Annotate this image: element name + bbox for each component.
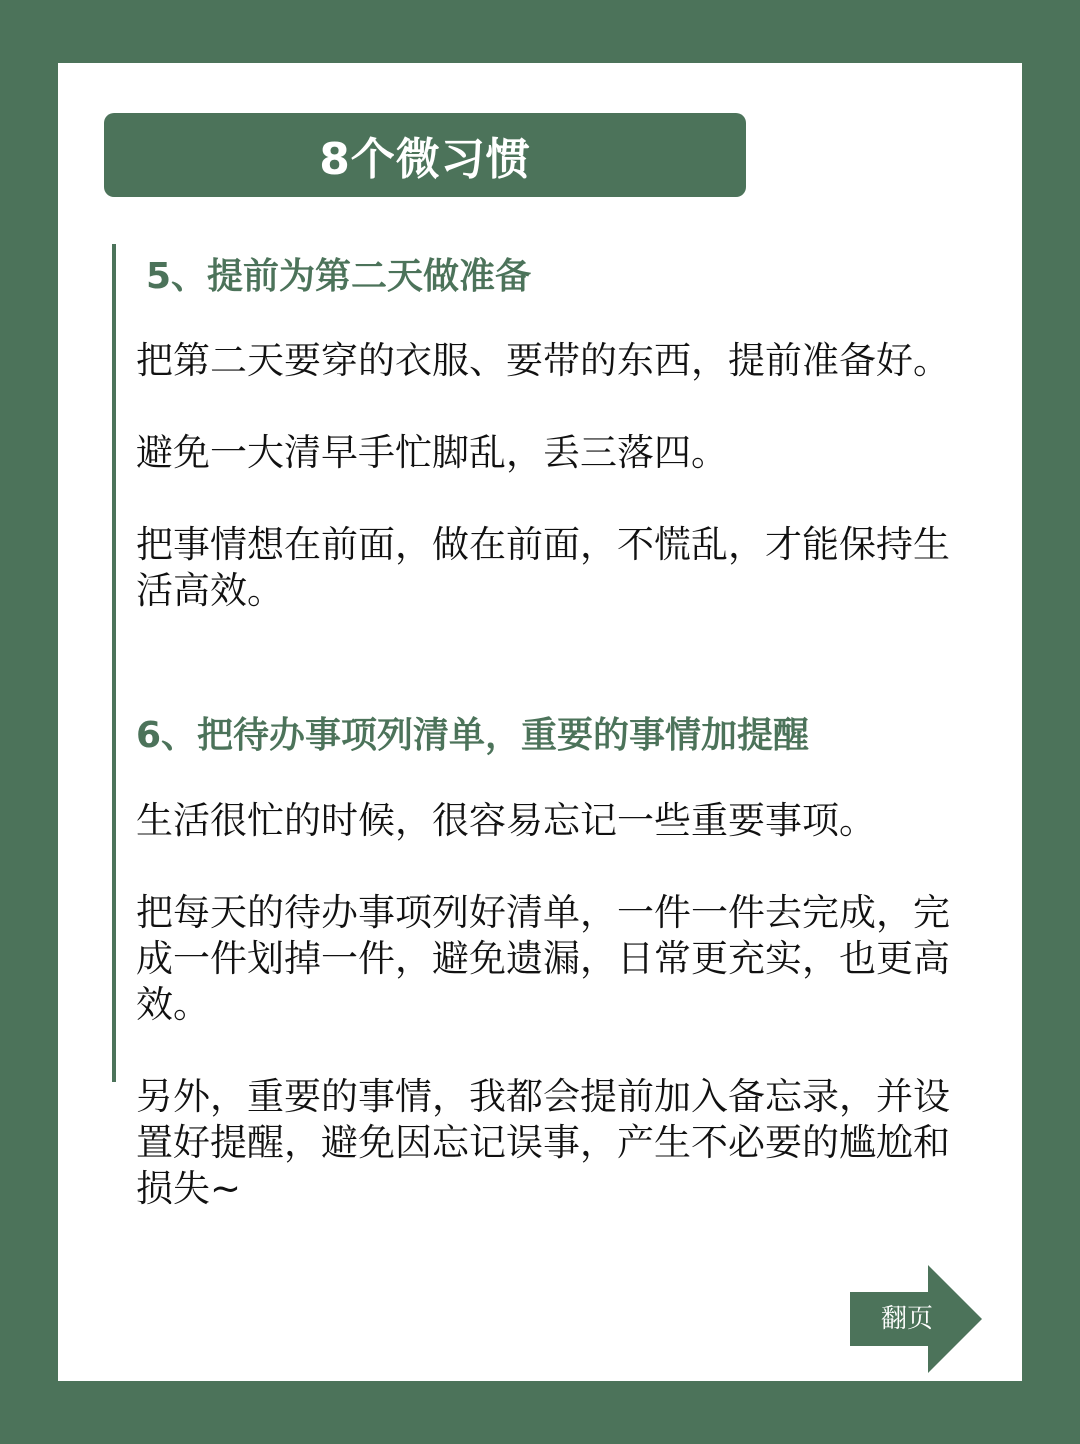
section-6-heading: 6、把待办事项列清单，重要的事情加提醒 xyxy=(136,715,810,756)
section-6-paragraph-2: 把每天的待办事项列好清单，一件一件去完成，完成一件划掉一件，避免遗漏，日常更充实，也更高效。 xyxy=(136,891,950,1026)
section-5-paragraph-3: 把事情想在前面，做在前面，不慌乱，才能保持生活高效。 xyxy=(136,523,950,612)
next-page-label: 翻页 xyxy=(880,1304,933,1334)
section-5-paragraph-2: 避免一大清早手忙脚乱，丢三落四。 xyxy=(136,431,728,474)
page-title: 8个微习惯 xyxy=(104,113,746,197)
section-5-heading: 5、提前为第二天做准备 xyxy=(146,256,532,297)
section-5-paragraph-1: 把第二天要穿的衣服、要带的东西，提前准备好。 xyxy=(136,339,950,382)
accent-divider xyxy=(112,244,116,1082)
section-6-paragraph-1: 生活很忙的时候，很容易忘记一些重要事项。 xyxy=(136,799,876,842)
section-6-paragraph-3: 另外，重要的事情，我都会提前加入备忘录，并设置好提醒，避免因忘记误事，产生不必要的尴尬和损失~ xyxy=(136,1075,950,1210)
next-page-button[interactable] xyxy=(850,1265,982,1373)
